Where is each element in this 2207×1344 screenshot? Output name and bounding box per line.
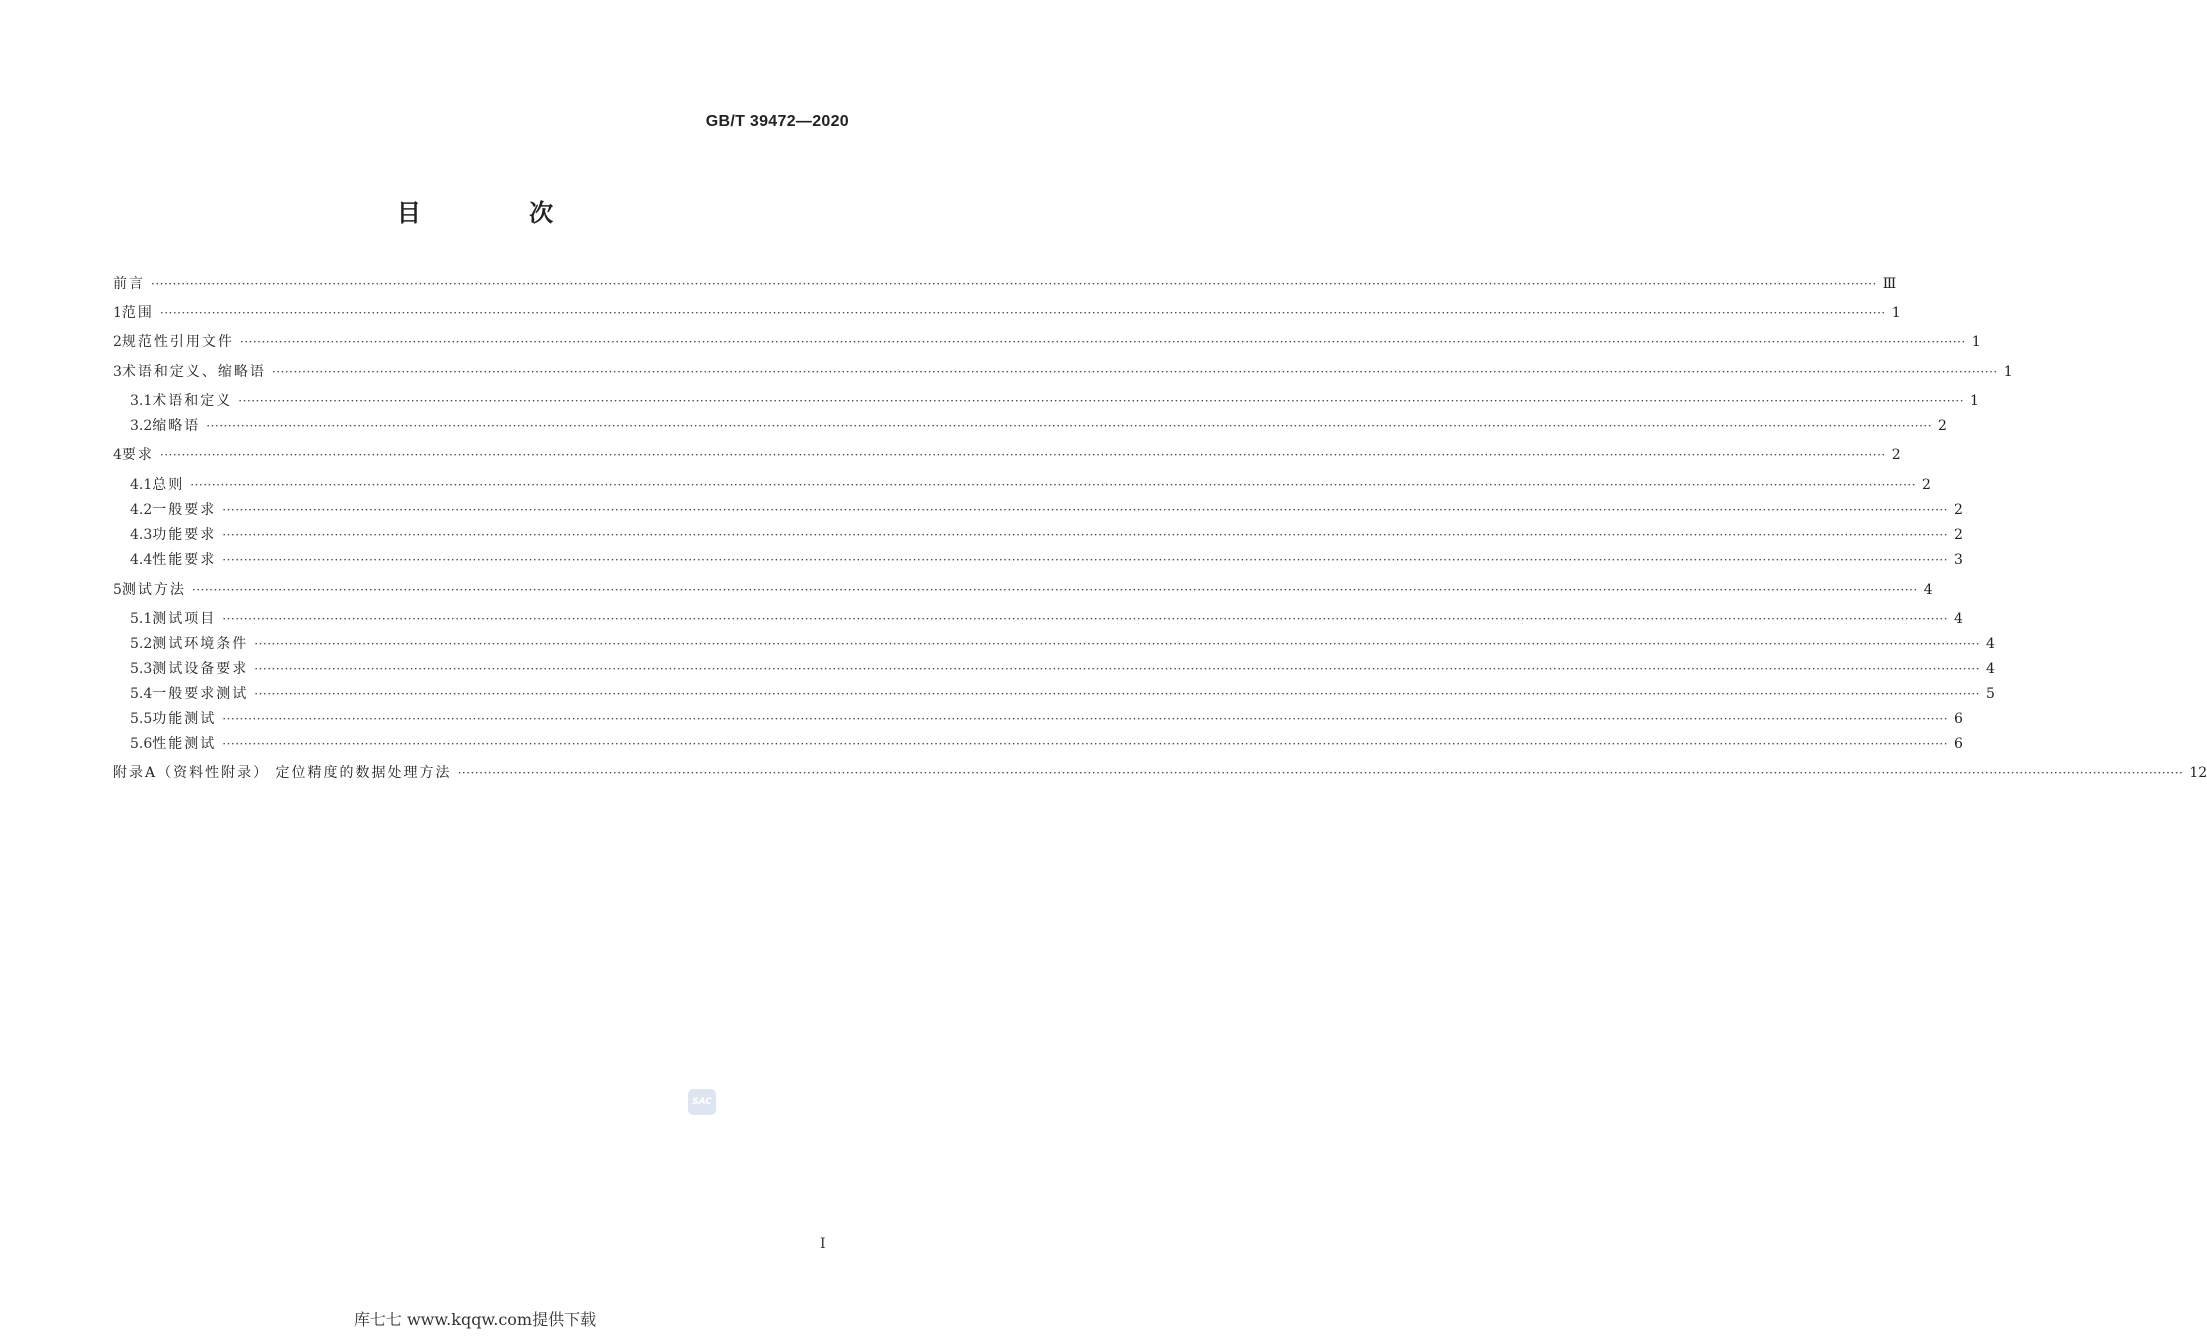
toc-entry-page: 6: [1954, 711, 1963, 727]
toc-entry-label: 前言: [113, 276, 145, 292]
toc-entry[interactable]: [130, 525, 1963, 545]
dot-leader: ················································································································································································································································································································································································································: [222, 712, 1949, 726]
toc-entry-number: 4.3: [130, 527, 153, 543]
toc-entry-label: 功能测试: [152, 711, 217, 727]
toc-entry-number: 5.1: [130, 611, 153, 627]
toc-entry[interactable]: [130, 634, 1995, 654]
toc-entry-label: 规范性引用文件: [121, 334, 234, 350]
dot-leader: ················································································································································································································································································································································································································: [222, 737, 1949, 751]
dot-leader: ················································································································································································································································································································································································································: [271, 365, 1998, 379]
toc-entry[interactable]: [113, 763, 2207, 783]
toc-entry-label: 测试方法: [121, 582, 186, 598]
toc-entry-number: 3.1: [130, 393, 153, 409]
toc-entry-page: 3: [1954, 552, 1963, 568]
toc-entry-label: 性能测试: [152, 736, 217, 752]
dot-leader: ················································································································································································································································································································································································································: [239, 335, 1966, 349]
toc-entry[interactable]: [130, 550, 1963, 570]
toc-entry[interactable]: [130, 734, 1963, 754]
toc-entry[interactable]: [113, 580, 1933, 600]
toc-entry[interactable]: [130, 391, 1979, 411]
toc-entry-page: 1: [1891, 305, 1901, 321]
toc-entry[interactable]: [130, 500, 1963, 520]
toc-entry-page: Ⅲ: [1882, 276, 1897, 292]
toc-entry-number: 5: [113, 582, 122, 598]
dot-leader: ················································································································································································································································································································································································································: [159, 306, 1886, 320]
dot-leader: ················································································································································································································································································································································································································: [222, 528, 1949, 542]
toc-entry-label: 一般要求: [152, 502, 217, 518]
toc-entry-number: 3.2: [130, 418, 153, 434]
dot-leader: ················································································································································································································································································································································································································: [238, 394, 1965, 408]
toc-entry-label: 要求: [121, 447, 154, 463]
dot-leader: ················································································································································································································································································································································································································: [254, 637, 1981, 651]
toc-entry-label: 测试环境条件: [152, 636, 249, 652]
toc-entry-page: 6: [1954, 736, 1963, 752]
toc-entry[interactable]: [130, 416, 1947, 436]
toc-entry-number: 2: [113, 334, 122, 350]
toc-entry-label: 功能要求: [152, 527, 217, 543]
dot-leader: ················································································································································································································································································································································································································: [190, 478, 1917, 492]
toc-entry-number: 4: [113, 447, 122, 463]
watermark-text: SAC: [692, 1097, 712, 1107]
toc-entry-page: 2: [1954, 502, 1963, 518]
toc-entry-page: 4: [1954, 611, 1963, 627]
toc-entry[interactable]: [113, 303, 1901, 323]
toc-entry-label: 测试项目: [152, 611, 217, 627]
toc-entry-number: 4.1: [130, 477, 153, 493]
toc-entry-label: 性能要求: [152, 552, 217, 568]
toc-entry-number: 4.2: [130, 502, 153, 518]
footer-text: 库七七 www.kqqw.com提供下载: [353, 1310, 597, 1329]
toc-entry-page: 5: [1986, 686, 1995, 702]
toc-entry[interactable]: [130, 659, 1995, 679]
toc-entry-number: 5.6: [130, 736, 153, 752]
dot-leader: ················································································································································································································································································································································································································: [151, 277, 1877, 291]
toc-entry-page: 1: [2003, 364, 2013, 380]
toc-entry[interactable]: [113, 332, 1981, 352]
toc-entry-page: 2: [1891, 447, 1901, 463]
toc-entry-number: 1: [113, 305, 122, 321]
toc-entry-number: 5.3: [130, 661, 153, 677]
toc-entry-number: 4.4: [130, 552, 153, 568]
toc-entry[interactable]: [130, 709, 1963, 729]
toc-entry[interactable]: [113, 445, 1901, 465]
toc-title: 目 次: [396, 199, 604, 227]
toc-entry-label: 总则: [152, 477, 185, 493]
toc-entry-page: 12: [2189, 765, 2207, 781]
dot-leader: ················································································································································································································································································································································································································: [457, 766, 2184, 780]
toc-entry-page: 2: [1922, 477, 1931, 493]
toc-entry-number: 5.5: [130, 711, 153, 727]
toc-entry-label: 一般要求测试: [152, 686, 249, 702]
dot-leader: ················································································································································································································································································································································································································: [206, 419, 1933, 433]
toc-entry-label: 范围: [121, 305, 154, 321]
toc-entry[interactable]: [130, 684, 1995, 704]
toc-entry-label: 附录A（资料性附录） 定位精度的数据处理方法: [113, 765, 452, 781]
toc-entry-number: 5.4: [130, 686, 153, 702]
standard-number: GB/T 39472—2020: [705, 113, 849, 130]
page-number: I: [820, 1236, 826, 1252]
toc-entry[interactable]: [130, 609, 1963, 629]
toc-entry-page: 2: [1954, 527, 1963, 543]
dot-leader: ················································································································································································································································································································································································································: [159, 448, 1886, 462]
toc-entry-page: 2: [1938, 418, 1947, 434]
dot-leader: ················································································································································································································································································································································································································: [254, 687, 1981, 701]
toc-entry-page: 4: [1923, 582, 1933, 598]
toc-entry-label: 术语和定义、缩略语: [121, 364, 266, 380]
toc-entry[interactable]: [130, 475, 1931, 495]
toc-entry[interactable]: [113, 274, 1897, 294]
dot-leader: ················································································································································································································································································································································································································: [254, 662, 1981, 676]
toc-entry-page: 1: [1970, 393, 1979, 409]
dot-leader: ················································································································································································································································································································································································································: [191, 583, 1918, 597]
toc-entry-page: 4: [1986, 661, 1995, 677]
toc-entry-label: 术语和定义: [152, 393, 233, 409]
toc-entry-number: 3: [113, 364, 122, 380]
toc-entry-label: 缩略语: [152, 418, 201, 434]
dot-leader: ················································································································································································································································································································································································································: [222, 503, 1949, 517]
toc-entry-number: 5.2: [130, 636, 153, 652]
toc-entry[interactable]: [113, 362, 2013, 382]
toc-entry-label: 测试设备要求: [152, 661, 249, 677]
toc-entry-page: 4: [1986, 636, 1995, 652]
sac-logo-icon: [688, 1089, 716, 1115]
toc-entry-page: 1: [1971, 334, 1981, 350]
dot-leader: ················································································································································································································································································································································································································: [222, 553, 1949, 567]
dot-leader: ················································································································································································································································································································································································································: [222, 612, 1949, 626]
